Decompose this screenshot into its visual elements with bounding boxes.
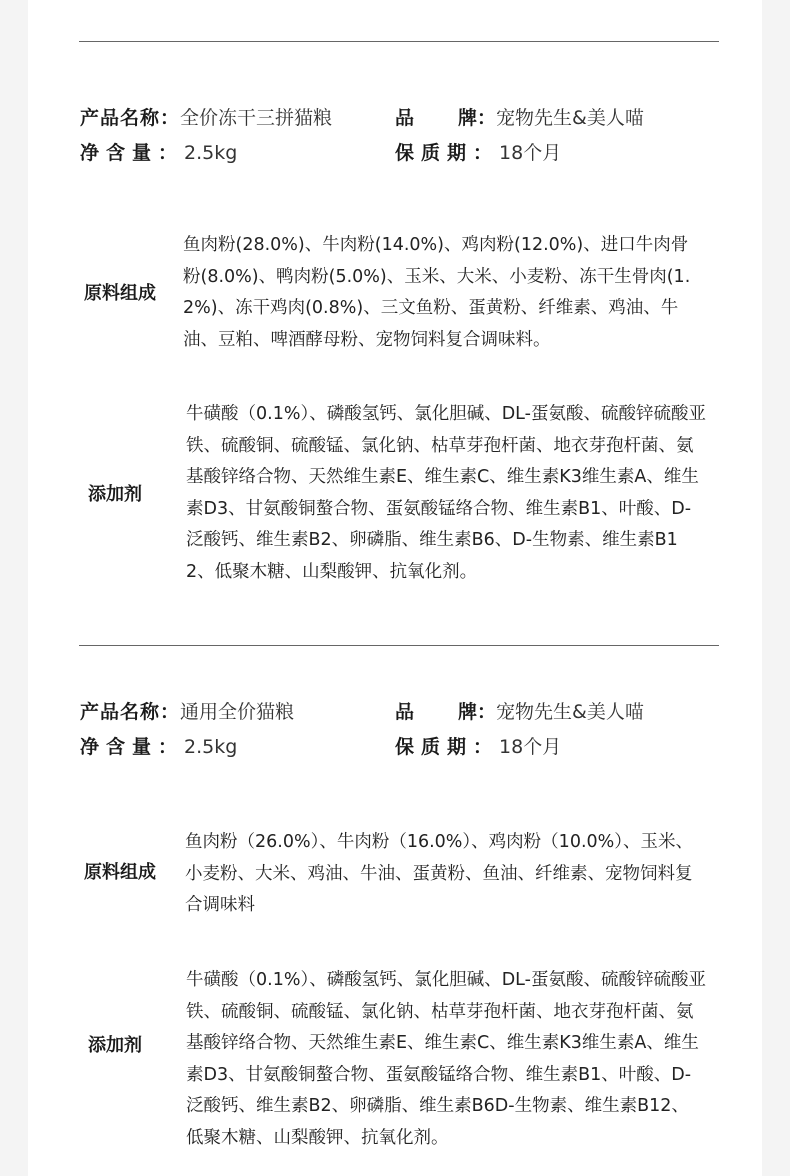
product-name-label: 产品名称： xyxy=(80,107,181,129)
shelf-life-value: 18个月 xyxy=(499,736,562,758)
brand-label-a: 品 xyxy=(395,701,415,723)
page-edge-right xyxy=(762,0,790,1176)
ingredients-label: 原料组成 xyxy=(84,283,156,304)
additives-text: 牛磺酸（0.1%）、磷酸氢钙、氯化胆碱、DL-蛋氨酸、硫酸锌硫酸亚铁、硫酸铜、硫酸锰、氯化钠、枯草芽孢杆菌、地衣芽孢杆菌、氨基酸锌络合物、天然维生素E、维生素C、维生素K3维生素A、维生素D3、甘氨酸铜螯合物、蛋氨酸锰络合物、维生素B1、叶酸、D-泛酸钙、维生素B2、卵磷脂、维生素B6、D-生物素、维生素B12、低聚木糖、山梨酸钾、抗氧化剂。 xyxy=(186,404,706,582)
additives-label: 添加剂 xyxy=(88,1035,142,1056)
weight-label: 净含量： xyxy=(80,736,185,758)
product-2-brand-row xyxy=(395,700,644,724)
product-name-label: 产品名称： xyxy=(80,701,181,723)
product-name-value: 通用全价猫粮 xyxy=(180,701,295,723)
weight-label: 净含量： xyxy=(80,142,185,164)
product-1-name-row xyxy=(80,106,332,130)
shelf-life-label: 保质期： xyxy=(395,142,500,164)
ingredients-label: 原料组成 xyxy=(84,862,156,883)
shelf-life-value: 18个月 xyxy=(499,142,562,164)
ingredients-text: 鱼肉粉(28.0%)、牛肉粉(14.0%)、鸡肉粉(12.0%)、进口牛肉骨粉(8.0%)、鸭肉粉(5.0%)、玉米、大米、小麦粉、冻干生骨肉(1.2%)、冻干鸡肉(0.8%)、三文鱼粉、蛋黄粉、纤维素、鸡油、牛油、豆粕、啤酒酵母粉、宠物饲料复合调味料。 xyxy=(183,235,691,350)
product-1-shelf-row xyxy=(395,141,561,165)
product-1-weight-row xyxy=(80,141,237,165)
product-2-name-row xyxy=(80,700,294,724)
brand-label-a: 品 xyxy=(395,107,415,129)
brand-value: 宠物先生&美人喵 xyxy=(496,701,644,723)
product-name-value: 全价冻干三拼猫粮 xyxy=(180,107,333,129)
brand-label-b: 牌： xyxy=(458,701,497,723)
brand-value: 宠物先生&美人喵 xyxy=(496,107,644,129)
page-edge-left xyxy=(0,0,28,1176)
additives-text: 牛磺酸（0.1%）、磷酸氢钙、氯化胆碱、DL-蛋氨酸、硫酸锌硫酸亚铁、硫酸铜、硫酸锰、氯化钠、枯草芽孢杆菌、地衣芽孢杆菌、氨基酸锌络合物、天然维生素E、维生素C、维生素K3维生素A、维生素D3、甘氨酸铜螯合物、蛋氨酸锰络合物、维生素B1、叶酸、D-泛酸钙、维生素B2、卵磷脂、维生素B6D-生物素、维生素B12、低聚木糖、山梨酸钾、抗氧化剂。 xyxy=(186,970,706,1148)
product-2-shelf-row xyxy=(395,735,561,759)
weight-value: 2.5kg xyxy=(184,736,238,758)
ingredients-text: 鱼肉粉（26.0%）、牛肉粉（16.0%）、鸡肉粉（10.0%）、玉米、小麦粉、大米、鸡油、牛油、蛋黄粉、鱼油、纤维素、宠物饲料复合调味料 xyxy=(185,832,694,915)
weight-value: 2.5kg xyxy=(184,142,238,164)
product-1-brand-row xyxy=(395,106,644,130)
divider-top xyxy=(79,41,719,42)
product-2-weight-row xyxy=(80,735,237,759)
additives-label: 添加剂 xyxy=(88,484,142,505)
brand-label-b: 牌： xyxy=(458,107,497,129)
shelf-life-label: 保质期： xyxy=(395,736,500,758)
divider-middle xyxy=(79,645,719,646)
